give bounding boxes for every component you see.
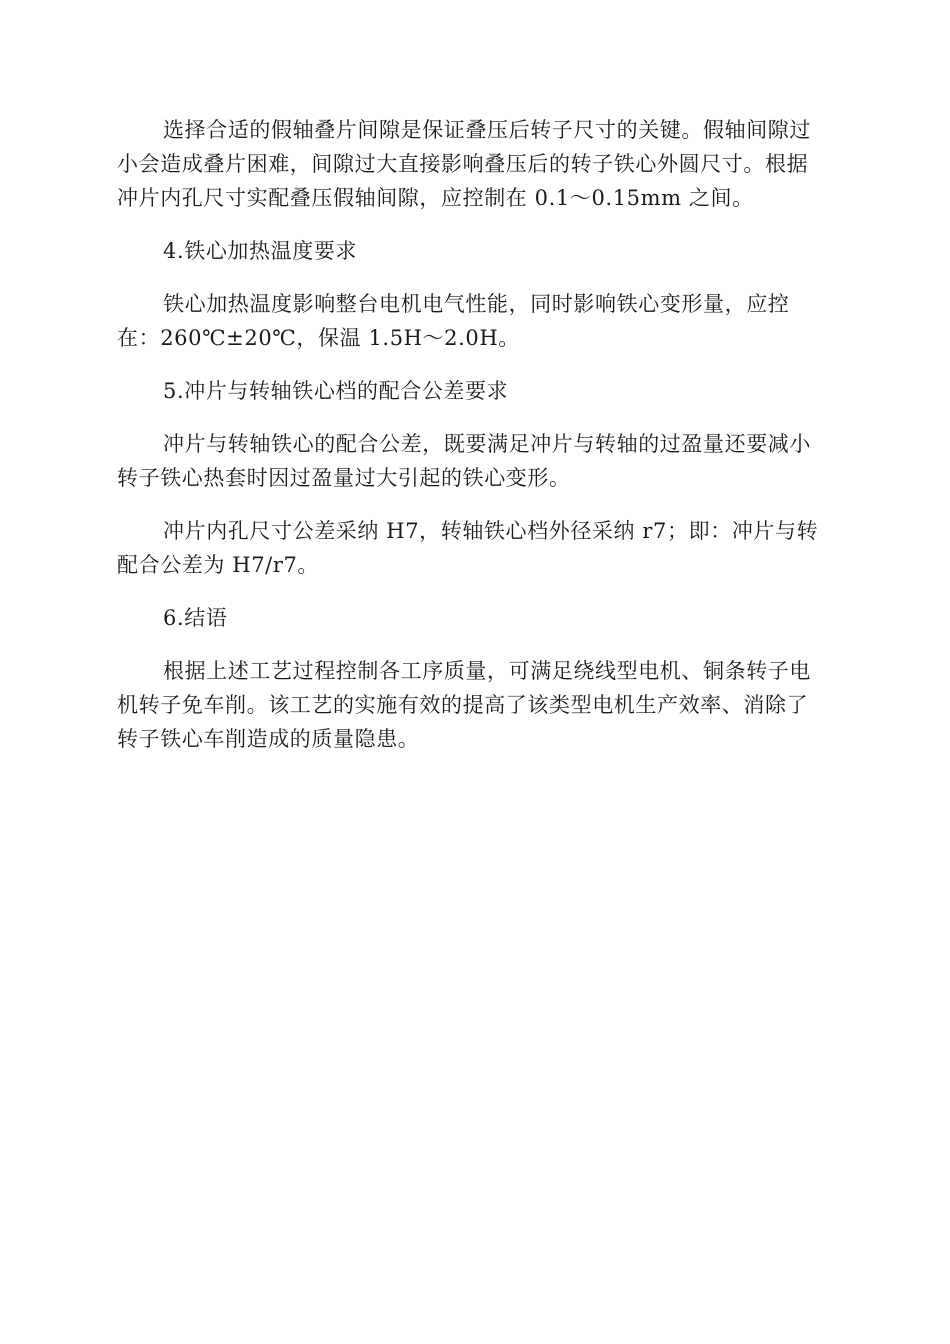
text-line: 冲片内孔尺寸公差采纳 H7，转轴铁心档外径采纳 r7；即：冲片与转 — [163, 519, 819, 543]
text-line: 转子铁心车削造成的质量隐患。 — [117, 727, 420, 751]
text-line: 转子铁心热套时因过盈量过大引起的铁心变形。 — [117, 466, 571, 490]
paragraph-heating-temperature — [117, 287, 837, 355]
section-heading-fit-tolerance: 5.冲片与转轴铁心档的配合公差要求 — [163, 379, 509, 403]
section-heading-heating-temperature: 4.铁心加热温度要求 — [163, 239, 358, 263]
paragraph-tolerance-values — [117, 514, 837, 582]
text-line: 选择合适的假轴叠片间隙是保证叠压后转子尺寸的关键。假轴间隙过 — [163, 118, 811, 142]
text-line: 配合公差为 H7/r7。 — [117, 553, 320, 577]
paragraph-conclusion — [117, 654, 837, 756]
document-body — [117, 113, 837, 775]
text-line: 在：260℃±20℃，保温 1.5H～2.0H。 — [117, 326, 520, 350]
text-line: 冲片与转轴铁心的配合公差，既要满足冲片与转轴的过盈量还要减小 — [163, 432, 811, 456]
text-line: 根据上述工艺过程控制各工序质量，可满足绕线型电机、铜条转子电 — [163, 659, 811, 683]
text-line: 小会造成叠片困难，间隙过大直接影响叠压后的转子铁心外圆尺寸。根据 — [117, 152, 809, 176]
paragraph-shaft-gap — [117, 113, 837, 215]
text-line: 铁心加热温度影响整台电机电气性能，同时影响铁心变形量，应控 — [163, 292, 790, 316]
text-line: 冲片内孔尺寸实配叠压假轴间隙，应控制在 0.1～0.15mm 之间。 — [117, 186, 754, 210]
section-heading-conclusion: 6.结语 — [163, 606, 228, 630]
paragraph-fit-tolerance — [117, 427, 837, 495]
text-line: 机转子免车削。该工艺的实施有效的提高了该类型电机生产效率、消除了 — [117, 693, 809, 717]
